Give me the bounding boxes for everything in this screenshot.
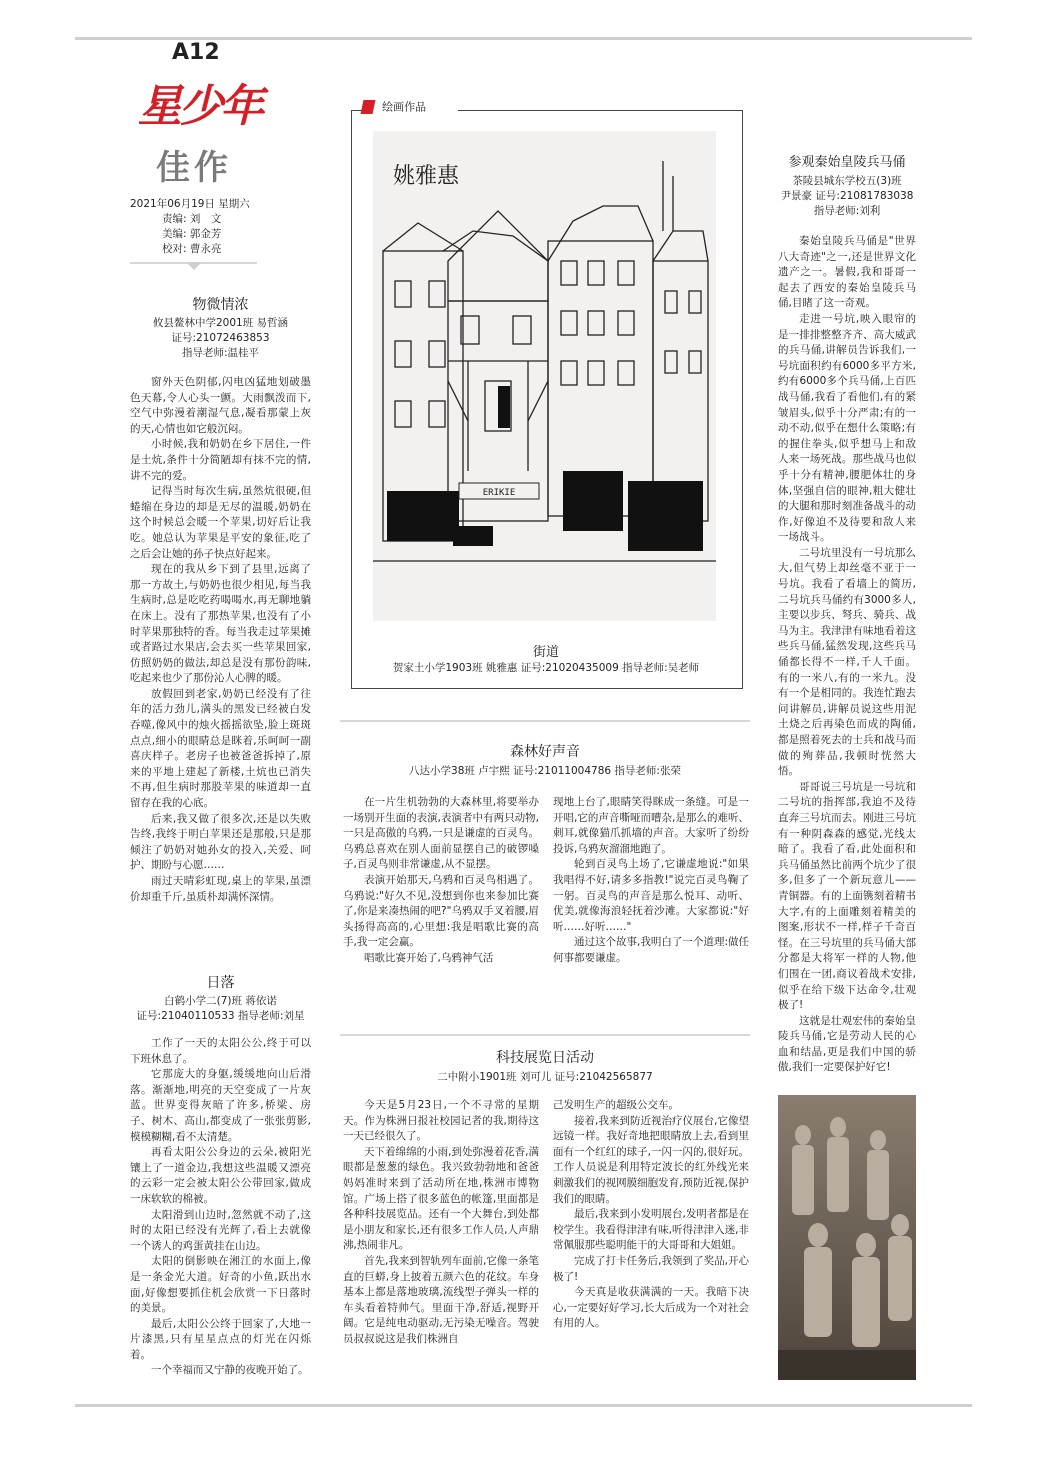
article-school: 白鹤小学二(7)班 蒋依诺	[164, 995, 277, 1007]
brand-logo: 星少年	[138, 81, 261, 132]
article-title: 科技展览日活动	[496, 1050, 594, 1066]
paragraph: 太阳的倒影映在湘江的水面上,像是一条金光大道。好奇的小鱼,跃出水面,好像想要抓住机会欣赏一下日落时的美景。	[130, 1255, 311, 1315]
paragraph: 通过这个故事,我明白了一个道理:做任何事都要谦虚。	[553, 936, 749, 964]
article-keji-col1	[343, 1098, 539, 1384]
paragraph: 表演开始那天,乌鸦和百灵鸟相遇了。乌鸦说:"好久不见,没想到你也来参加比赛了,你是来凑热闹的吧?"乌鸦双手叉着腰,眉头扬得高高的,心里想:我是唱歌比赛的高手,我一定会赢。	[343, 873, 539, 949]
divider	[340, 720, 750, 722]
paragraph: 天下着绵绵的小雨,到处弥漫着花香,满眼都是葱葱的绿色。我兴致勃勃地和爸爸妈妈准时来到了活动所在地,株洲市博物馆。广场上搭了很多蓝色的帐篷,里面都是各种科技展览品。还有一个大舞台,到处都是小朋友和家长,还有很多工作人员,人声鼎沸,热闹非凡。	[343, 1145, 539, 1252]
article-senlin	[340, 741, 750, 779]
masthead-info	[130, 197, 270, 257]
article-bingmayong	[778, 151, 916, 219]
paragraph: 唱歌比赛开始了,乌鸦神气活	[364, 951, 494, 964]
article-title: 参观秦始皇陵兵马俑	[788, 155, 906, 170]
paragraph: 秦始皇陵兵马俑是"世界八大奇迹"之一,还是世界文化遗产之一。暑假,我和哥哥一起去了西安的秦始皇陵兵马俑,目睹了这一奇观。	[778, 235, 916, 310]
painting-caption: 街道	[532, 645, 559, 660]
article-title: 物微情浓	[192, 297, 249, 313]
paragraph: 轮到百灵鸟上场了,它谦虚地说:"如果我唱得不好,请多多指教!"说完百灵鸟鞠了一躬。百灵鸟的声音是那么悦耳、动听、优美,就像海浪轻抚着沙滩。大家都说:"好听……好听……"	[553, 858, 749, 933]
section-title: 佳作	[156, 148, 232, 188]
paragraph: 完成了打卡任务后,我领到了奖品,开心极了!	[553, 1254, 749, 1283]
article-senlin-col1	[343, 795, 539, 1027]
paragraph: 放假回到老家,奶奶已经没有了往年的活力劲儿,满头的黑发已经被白发吞噬,像风中的烛火摇摇欲坠,脸上斑斑点点,细小的眼睛总是眯着,乐呵呵一副喜庆样子。老房子也被爸爸拆掉了,原来的平地上建起了新楼,土炕也已消失不再,但生病时那股苹果的味道却一直留存在我的心底。	[130, 687, 311, 810]
street-drawing	[373, 131, 716, 621]
article-teacher: 指导老师:温桂平	[181, 347, 260, 359]
paragraph: 今天是5月23日,一个不寻常的星期天。作为株洲日报社校园记者的我,期待这一天已经很久了。	[343, 1099, 539, 1143]
article-credit: 八达小学38班 卢宇熙 证号:21011004786 指导老师:张荣	[409, 765, 681, 777]
paragraph: 在一片生机勃勃的大森林里,将要举办一场别开生面的表演,表演者中有两只动物,一只是高傲的乌鸦,一只是谦虚的百灵鸟。乌鸦总喜欢在别人面前显摆自己的破锣嗓子,百灵鸟则非常谦虚,从不显摆。	[343, 796, 539, 871]
masthead-arrow-icon	[186, 262, 202, 270]
paragraph: 己发明生产的超级公交车。	[553, 1099, 679, 1111]
article-bingmayong-body	[778, 234, 916, 1076]
photo-ground	[778, 1350, 916, 1380]
drawing-signature: 姚雅惠	[393, 164, 460, 189]
paragraph: 首先,我来到智轨列车面前,它像一条笔直的巨蟒,身上披着五颜六色的花纹。车身基本上都是落地玻璃,流线型子弹头一样的车头看着特帅气。里面干净,舒适,视野开阔。它是纯电动驱动,无污染无噪音。驾驶员叔叔说这是我们株洲自	[343, 1254, 539, 1345]
paragraph: 走进一号坑,映入眼帘的是一排排整整齐齐、高大威武的兵马俑,讲解员告诉我们,一号坑面积约有6000多平方米,约有6000多个兵马俑,上百匹战马俑,我看了看他们,有的紧皱眉头,似乎十分严肃;有的一动不动,似乎在想什么策略;有的握住拳头,似乎想马上和敌人来一场死战。那些战马也似乎十分有精神,腰肥体壮的身体,坚强自信的眼神,粗大健壮的大腿和那时刻准备战斗的动作,好像迫不及待要和敌人来一场战斗。	[778, 312, 916, 544]
paragraph: 窗外天色阴郁,闪电凶猛地划破墨色天幕,令人心头一颤。大雨飘泼而下,空气中弥漫着潮湿气息,凝看那蒙上灰的天,心情也如它般沉闷。	[130, 376, 311, 435]
paragraph: 现地上台了,眼睛笑得眯成一条缝。可是一开唱,它的声音嘶哑而嘈杂,是那么的难听、刺耳,就像猫爪抓墙的声音。大家听了纷纷投诉,乌鸦灰溜溜地跑了。	[553, 796, 749, 855]
article-riluo	[130, 972, 311, 1024]
article-school: 攸县鳌林中学2001班 易哲涵	[152, 317, 289, 329]
paragraph: 它那庞大的身躯,缓缓地向山后滑落。渐渐地,明亮的天空变成了一片灰蓝。世界变得灰暗了许多,桥梁、房子、树木、高山,都变成了一张张剪影,模模糊糊,看不太清楚。	[130, 1068, 311, 1143]
article-id: 证号:21072463853	[171, 332, 270, 344]
painting-header-label: 绘画作品	[382, 100, 427, 114]
bottom-rule	[75, 1404, 972, 1407]
paragraph: 最后,太阳公公终于回家了,大地一片漆黑,只有星星点点的灯光在闪烁着。	[130, 1317, 311, 1361]
editor: 责编: 刘 文	[162, 213, 222, 225]
article-school: 茶陵县城东学校五(3)班	[792, 175, 902, 187]
paragraph: 哥哥说三号坑是一号坑和二号坑的指挥部,我迫不及待直奔三号坑而去。刚进三号坑有一种阴森森的感觉,光线太暗了。我看了看,此处面积和兵马俑虽然比前两个坑少了很多,但多了一个新玩意儿——青铜器。有的上面镌刻着精书大字,有的上面雕刻着精美的图案,形状不一样,样子千奇百怪。在三号坑里的兵马俑大部分都是大将军一样的人物,他们围在一团,商议着战术安排,似乎在给下级下达命令,壮观极了!	[778, 780, 916, 1012]
divider	[340, 1034, 750, 1036]
shop-sign-text: ERIKIE	[482, 488, 516, 498]
pencil-icon	[361, 100, 376, 114]
paragraph: 接着,我来到防近视治疗仪展台,它像望远镜一样。我好奇地把眼睛放上去,看到里面有一个红红的球子,一闪一闪的,很好玩。工作人员说是利用特定波长的红外线光来刺激我们的视网膜细胞发育,预防近视,保护我们的眼睛。	[553, 1114, 749, 1205]
paragraph: 后来,我又做了很多次,还是以失败告终,我终于明白苹果还是那般,只是那倾注了奶奶对她孙女的投入,关爱、呵护、期盼与心愿……	[130, 812, 311, 872]
paragraph: 工作了一天的太阳公公,终于可以下班休息了。	[130, 1037, 311, 1065]
article-title: 森林好声音	[510, 744, 580, 760]
paragraph: 记得当时每次生病,虽然炕很硬,但蜷缩在身边的却是无尽的温暖,奶奶在这个时候总会暖一个苹果,切好后让我吃。她总认为苹果是平安的象征,吃了之后会让她的孙子快点好起来。	[130, 485, 311, 560]
paragraph: 这就是壮观宏伟的秦始皇陵兵马俑,它是劳动人民的心血和结晶,更是我们中国的骄傲,我们一定要保护好它!	[778, 1014, 916, 1074]
paragraph: 一个幸福而又宁静的夜晚开始了。	[151, 1364, 309, 1377]
paragraph: 太阳滑到山边时,忽然就不动了,这时的太阳已经没有光辉了,看上去就像一个诱人的鸡蛋黄挂在山边。	[130, 1208, 311, 1252]
paragraph: 现在的我从乡下到了县里,远离了那一方故土,与奶奶也很少相见,每当我生病时,总是吃吃药喝喝水,再无聊地躺在床上。没有了那热苹果,也没有了小时苹果那独特的香。每当我走过苹果摊或者路过水果店,会去买一些苹果回家,仿照奶奶的做法,却总是没有那份韵味,吃起来也少了那份沁人心脾的暖。	[130, 563, 311, 685]
painting-credit: 贺家土小学1903班 姚雅惠 证号:21020435009 指导老师:吴老师	[392, 662, 700, 674]
painting-header	[362, 96, 458, 116]
article-id: 证号:21040110533 指导老师:刘星	[136, 1010, 305, 1022]
article-teacher: 指导老师:刘利	[813, 205, 881, 217]
article-keji-col2	[553, 1098, 749, 1384]
article-wuwei-body	[130, 375, 311, 903]
terracotta-photo	[778, 1095, 916, 1380]
designer: 美编: 郭金芳	[162, 228, 222, 240]
paragraph: 今天真是收获满满的一天。我暗下决心,一定要好好学习,长大后成为一个对社会有用的人。	[553, 1286, 749, 1330]
article-senlin-col2	[553, 795, 749, 1027]
article-wuwei	[130, 294, 311, 361]
page-number: A12	[172, 40, 220, 65]
proofreader: 校对: 曹永亮	[162, 243, 222, 255]
paragraph: 二号坑里没有一号坑那么大,但气势上却丝毫不亚于一号坑。我看了看墙上的简历,二号坑兵马俑约有3000多人,主要以步兵、弩兵、骑兵、战马为主。我津津有味地看着这些兵马俑,猛然发现,这些兵马俑都长得不一样,千人千面。有的一米八,有的一米九。没有一个是相同的。我连忙跑去问讲解员,讲解员说这些用泥土烧之后再染色而成的陶俑,都是照着死去的士兵和战马而做的殉葬品,我顿时恍然大悟。	[778, 546, 916, 778]
issue-date: 2021年06月19日 星期六	[130, 198, 250, 210]
article-id: 尹景豪 证号:21081783038	[780, 190, 914, 202]
paragraph: 小时候,我和奶奶在乡下居住,一件是土炕,条件十分简陋却有抹不完的情,讲不完的爱。	[130, 438, 311, 482]
paragraph: 雨过天晴彩虹现,桌上的苹果,虽漂价却重千斤,虽质朴却满怀深情。	[130, 875, 311, 903]
article-credit: 二中附小1901班 刘可儿 证号:21042565877	[437, 1071, 653, 1083]
article-keji	[340, 1047, 750, 1085]
paragraph: 再看太阳公公身边的云朵,被阳光镶上了一道金边,我想这些温暖又漂亮的云彩一定会被太阳公公带回家,做成一床软软的棉被。	[130, 1146, 311, 1205]
article-riluo-body	[130, 1036, 311, 1382]
paragraph: 最后,我来到小发明展台,发明者都是在校学生。我看得津津有味,听得津津入迷,非常佩服那些聪明能干的大哥哥和大姐姐。	[553, 1208, 749, 1252]
article-title: 日落	[206, 975, 235, 991]
